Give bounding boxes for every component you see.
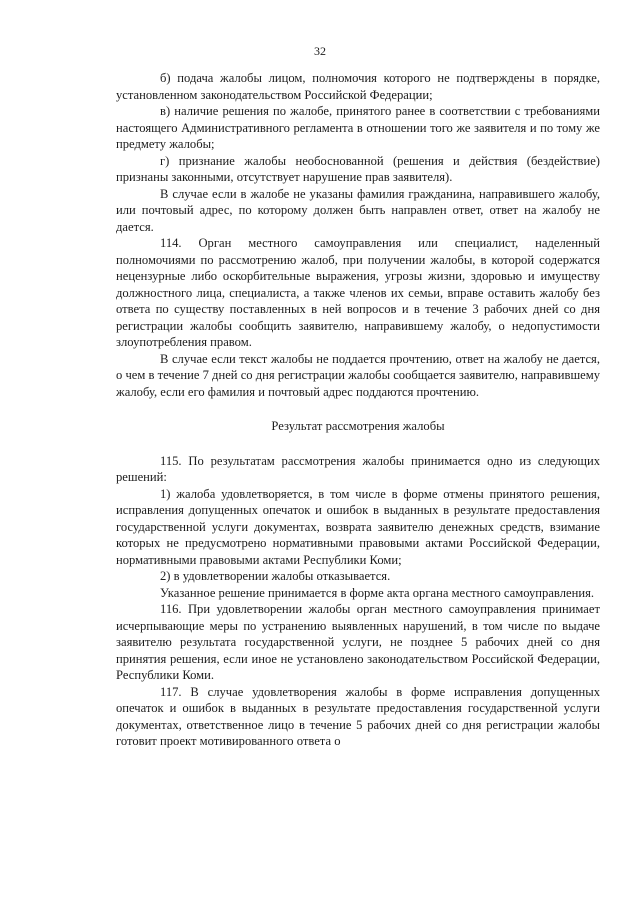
- paragraph: в) наличие решения по жалобе, принятого ранее в соответствии с требованиями настоящего Административного регламента в отношении того же заявителя и по тому же предмету жалобы;: [116, 104, 600, 151]
- section-heading: Результат рассмотрения жалобы: [271, 419, 445, 433]
- paragraph: 1) жалоба удовлетворяется, в том числе в форме отмены принятого решения, исправления допущенных опечаток и ошибок в выданных в результате предоставления государственной услуги документах, возврата заявителю денежных средств, взимание которых не предусмотрено нормативными правовыми актами Российской Федерации, нормативными правовыми актами Республики Коми;: [116, 486, 600, 567]
- paragraph: 2) в удовлетворении жалобы отказывается.: [160, 569, 391, 583]
- paragraph: б) подача жалобы лицом, полномочия которого не подтверждены в порядке, установленном законодательством Российской Федерации;: [116, 71, 600, 102]
- paragraph: 117. В случае удовлетворения жалобы в форме исправления допущенных опечаток и ошибок в выданных в результате предоставления государственной услуги документах, ответственное лицо в течение 5 рабочих дней со дня регистрации жалобы готовит проект мотивированного ответа о: [116, 684, 600, 748]
- paragraph: 115. По результатам рассмотрения жалобы принимается одно из следующих решений:: [116, 453, 600, 484]
- paragraph: 114. Орган местного самоуправления или специалист, наделенный полномочиями по рассмотрению жалоб, при получении жалобы, в которой содержатся нецензурные либо оскорбительные выражения, угрозы жизни, здоровью и имуществу должностного лица, специалиста, а также членов их семьи, вправе оставить жалобу без ответа по существу поставленных в ней вопросов и в течение 3 рабочих дней со дня регистрации жалобы сообщить заявителю, направившему жалобу, о недопустимости злоупотребления правом.: [116, 236, 600, 349]
- paragraph: В случае если в жалобе не указаны фамилия гражданина, направившего жалобу, или почтовый адрес, по которому должен быть направлен ответ, ответ на жалобу не дается.: [116, 186, 600, 234]
- paragraph: Указанное решение принимается в форме акта органа местного самоуправления.: [160, 585, 595, 600]
- paragraph: 116. При удовлетворении жалобы орган местного самоуправления принимает исчерпывающие меры по устранению выявленных нарушений, в том числе по выдаче заявителю результата государственной услуги, не позднее 5 рабочих дней со дня принятия решения, если иное не установлено законодательством Российской Федерации, Республики Коми.: [116, 602, 600, 682]
- paragraph: г) признание жалобы необоснованной (решения и действия (бездействие) признаны законными, отсутствует нарушение прав заявителя).: [116, 153, 600, 184]
- paragraph: В случае если текст жалобы не поддается прочтению, ответ на жалобу не дается, о чем в течение 7 дней со дня регистрации жалобы сообщается заявителю, направившему жалобу, если его фамилия и почтовый адрес поддаются прочтению.: [116, 351, 600, 399]
- page-number: 32: [314, 44, 326, 58]
- document-body: [116, 70, 600, 750]
